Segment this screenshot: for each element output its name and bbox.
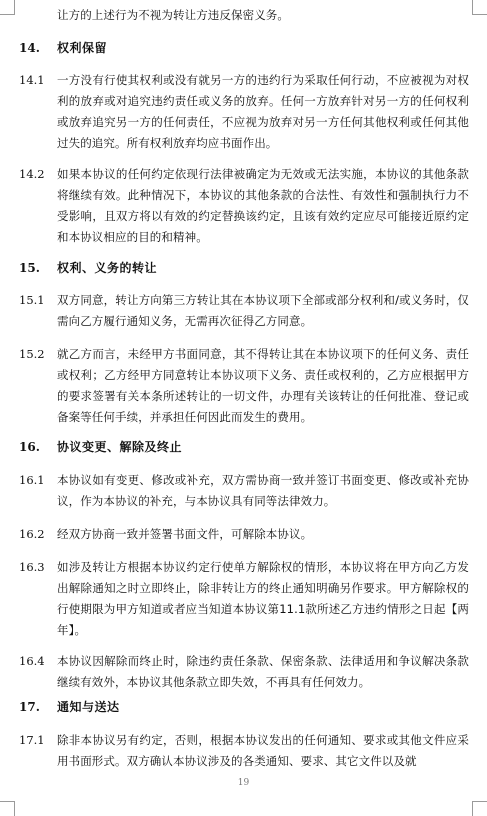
section-number: 15. (19, 261, 40, 275)
section-title: 通知与送达 (57, 700, 120, 714)
paragraph-text: 让方的上述行为不视为转让方违反保密义务。 (57, 8, 289, 22)
section-title: 权利、义务的转让 (57, 261, 158, 275)
page-number: 19 (237, 778, 250, 788)
section-title: 权利保留 (57, 41, 108, 55)
clause-text: 如果本协议的任何约定依现行法律被确定为无效或无法实施，本协议的其他条款将继续有效。此种情况下，本协议的其他条款的合法性、有效性和强制执行力不受影响，且双方将以有效的约定替换该约定，且该有效约定应尽可能接近原约定和本协议相应的目的和精神。 (57, 167, 469, 244)
clause-number: 14.2 (19, 167, 45, 181)
crop-mark-top-left (0, 0, 15, 15)
clause-text: 就乙方而言，未经甲方书面同意，其不得转让其在本协议项下的任何义务、责任或权利；乙方经甲方同意转让本协议项下义务、责任或权利的，乙方应根据甲方的要求签署有关本条所述转让的一切文件，办理有关该转让的任何批准、登记或备案等任何手续，并承担任何因此而发生的费用。 (57, 347, 469, 424)
section-number: 14. (19, 41, 40, 55)
clause-text: 除非本协议另有约定，否则，根据本协议发出的任何通知、要求或其他文件应采用书面形式。双方确认本协议涉及的各类通知、要求、其它文件以及就 (57, 733, 469, 768)
section-number: 16. (19, 440, 40, 454)
section-number: 17. (19, 700, 40, 714)
crop-mark-top-right (472, 0, 487, 15)
clause-text: 本协议因解除而终止时，除违约责任条款、保密条款、法律适用和争议解决条款继续有效外，本协议其他条款立即失效，不再具有任何效力。 (57, 654, 469, 689)
clause-number: 16.1 (19, 473, 45, 487)
clause-number: 14.1 (19, 73, 45, 87)
clause-number: 15.2 (19, 347, 45, 361)
clause-text: 双方同意，转让方向第三方转让其在本协议项下全部或部分权利和/或义务时，仅需向乙方履行通知义务，无需再次征得乙方同意。 (57, 293, 469, 328)
clause-number: 16.3 (19, 560, 45, 574)
section-title: 协议变更、解除及终止 (57, 440, 183, 454)
clause-number: 15.1 (19, 293, 45, 307)
clause-number: 16.2 (19, 527, 45, 541)
clause-text: 本协议如有变更、修改或补充，双方需协商一致并签订书面变更、修改或补充协议，作为本协议的补充，与本协议具有同等法律效力。 (57, 473, 469, 508)
crop-mark-bottom-left (0, 801, 15, 816)
clause-number: 16.4 (19, 654, 45, 668)
clause-number: 17.1 (19, 733, 45, 747)
clause-text: 经双方协商一致并签署书面文件，可解除本协议。 (57, 527, 313, 541)
clause-text: 如涉及转让方根据本协议约定行使单方解除权的情形，本协议将在甲方向乙方发出解除通知之时立即终止，除非转让方的终止通知明确另作要求。甲方解除权的行使期限为甲方知道或者应当知道本协议第11.1款所述乙方违约情形之日起【两年】。 (57, 560, 469, 637)
crop-mark-bottom-right (472, 801, 487, 816)
clause-text: 一方没有行使其权利或没有就另一方的违约行为采取任何行动，不应被视为对权利的放弃或对追究违约责任或义务的放弃。任何一方放弃针对另一方的任何权利或放弃追究另一方的任何责任，不应视为放弃对另一方任何其他权利或任何其他过失的追究。所有权利放弃均应书面作出。 (57, 73, 469, 150)
